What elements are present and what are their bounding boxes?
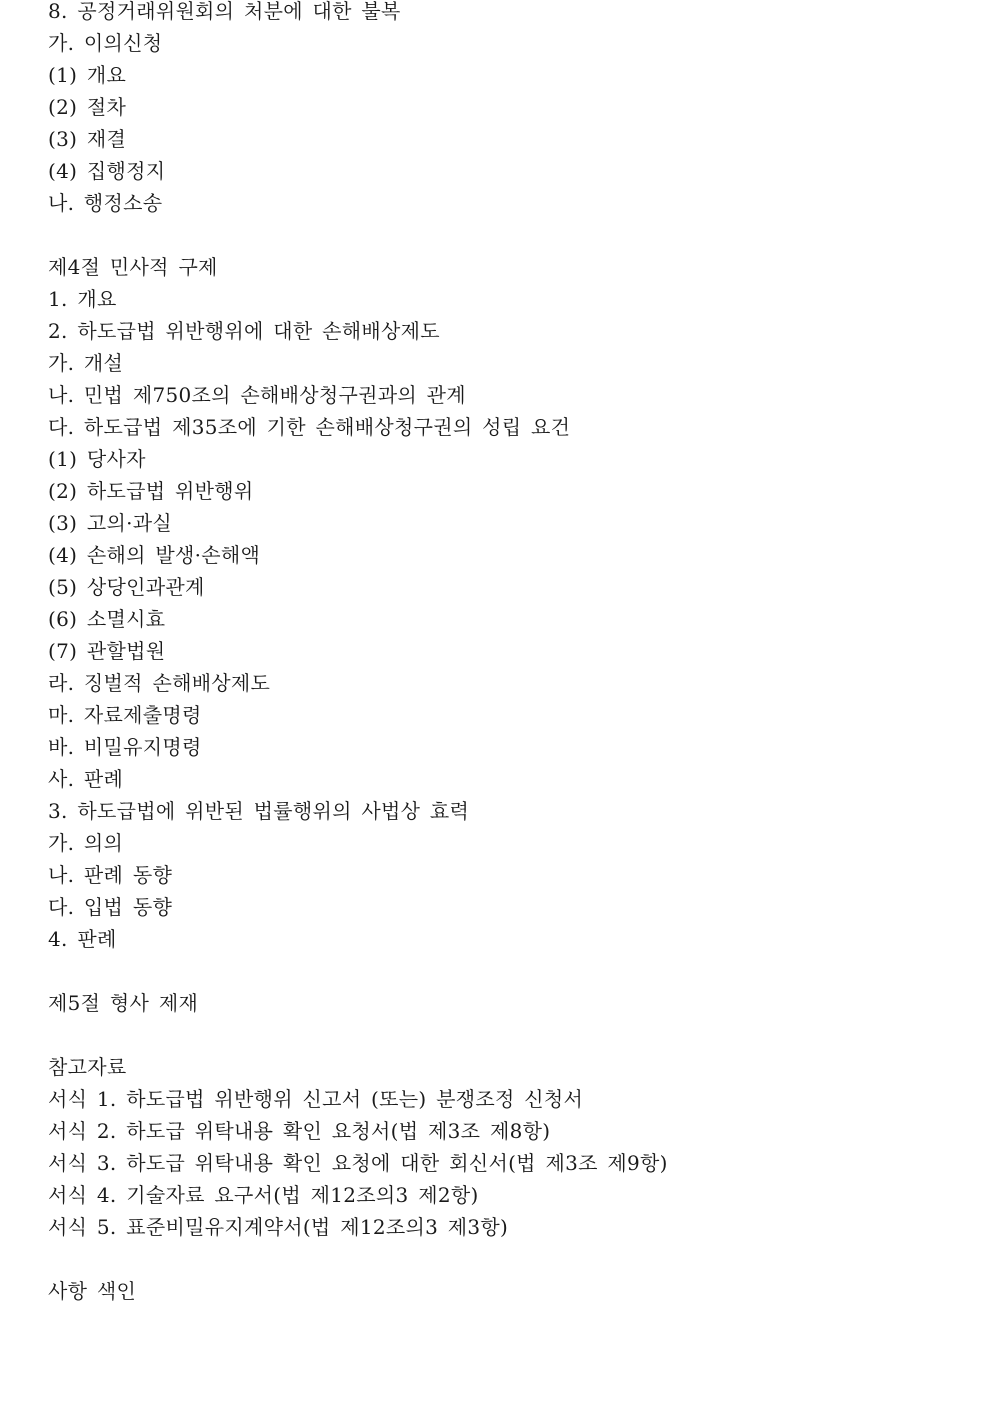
toc-entry: 서식 2. 하도급 위탁내용 확인 요청서(법 제3조 제8항) [48, 1119, 551, 1143]
table-of-contents [48, 0, 968, 1307]
toc-entry: (2) 하도급법 위반행위 [48, 479, 254, 503]
blank-line [48, 219, 968, 251]
toc-entry: 4. 판례 [48, 927, 117, 951]
toc-entry: (4) 집행정지 [48, 159, 166, 183]
toc-entry: 제4절 민사적 구제 [48, 255, 218, 279]
toc-entry: 제5절 형사 제재 [48, 991, 199, 1015]
toc-entry: 가. 이의신청 [48, 31, 163, 55]
toc-entry: 서식 3. 하도급 위탁내용 확인 요청에 대한 회신서(법 제3조 제9항) [48, 1151, 668, 1175]
toc-entry: (3) 재결 [48, 127, 127, 151]
toc-entry: 바. 비밀유지명령 [48, 735, 202, 759]
toc-entry: 가. 개설 [48, 351, 124, 375]
toc-entry: 라. 징벌적 손해배상제도 [48, 671, 271, 695]
toc-entry: 사. 판례 [48, 767, 124, 791]
blank-line [48, 1019, 968, 1051]
toc-entry: 다. 하도급법 제35조에 기한 손해배상청구권의 성립 요건 [48, 415, 571, 439]
toc-entry: (7) 관할법원 [48, 639, 166, 663]
toc-entry: (1) 당사자 [48, 447, 146, 471]
toc-entry: (4) 손해의 발생·손해액 [48, 543, 261, 567]
toc-entry: 나. 판례 동향 [48, 863, 173, 887]
toc-entry: 서식 4. 기술자료 요구서(법 제12조의3 제2항) [48, 1183, 479, 1207]
toc-entry: 가. 의의 [48, 831, 124, 855]
toc-entry: (5) 상당인과관계 [48, 575, 205, 599]
toc-entry: 3. 하도급법에 위반된 법률행위의 사법상 효력 [48, 799, 470, 823]
toc-entry: (6) 소멸시효 [48, 607, 166, 631]
toc-entry: 서식 5. 표준비밀유지계약서(법 제12조의3 제3항) [48, 1215, 509, 1239]
toc-entry: 8. 공정거래위원회의 처분에 대한 불복 [48, 0, 401, 23]
blank-line [48, 1243, 968, 1275]
toc-entry: 마. 자료제출명령 [48, 703, 202, 727]
toc-entry: 사항 색인 [48, 1279, 137, 1303]
toc-entry: 다. 입법 동향 [48, 895, 173, 919]
blank-line [48, 955, 968, 987]
toc-entry: 참고자료 [48, 1055, 127, 1079]
toc-entry: 2. 하도급법 위반행위에 대한 손해배상제도 [48, 319, 440, 343]
toc-entry: (1) 개요 [48, 63, 127, 87]
toc-entry: 서식 1. 하도급법 위반행위 신고서 (또는) 분쟁조정 신청서 [48, 1087, 584, 1111]
toc-entry: 나. 행정소송 [48, 191, 163, 215]
toc-entry: (2) 절차 [48, 95, 127, 119]
toc-entry: (3) 고의·과실 [48, 511, 173, 535]
toc-entry: 나. 민법 제750조의 손해배상청구권과의 관계 [48, 383, 466, 407]
toc-entry: 1. 개요 [48, 287, 117, 311]
